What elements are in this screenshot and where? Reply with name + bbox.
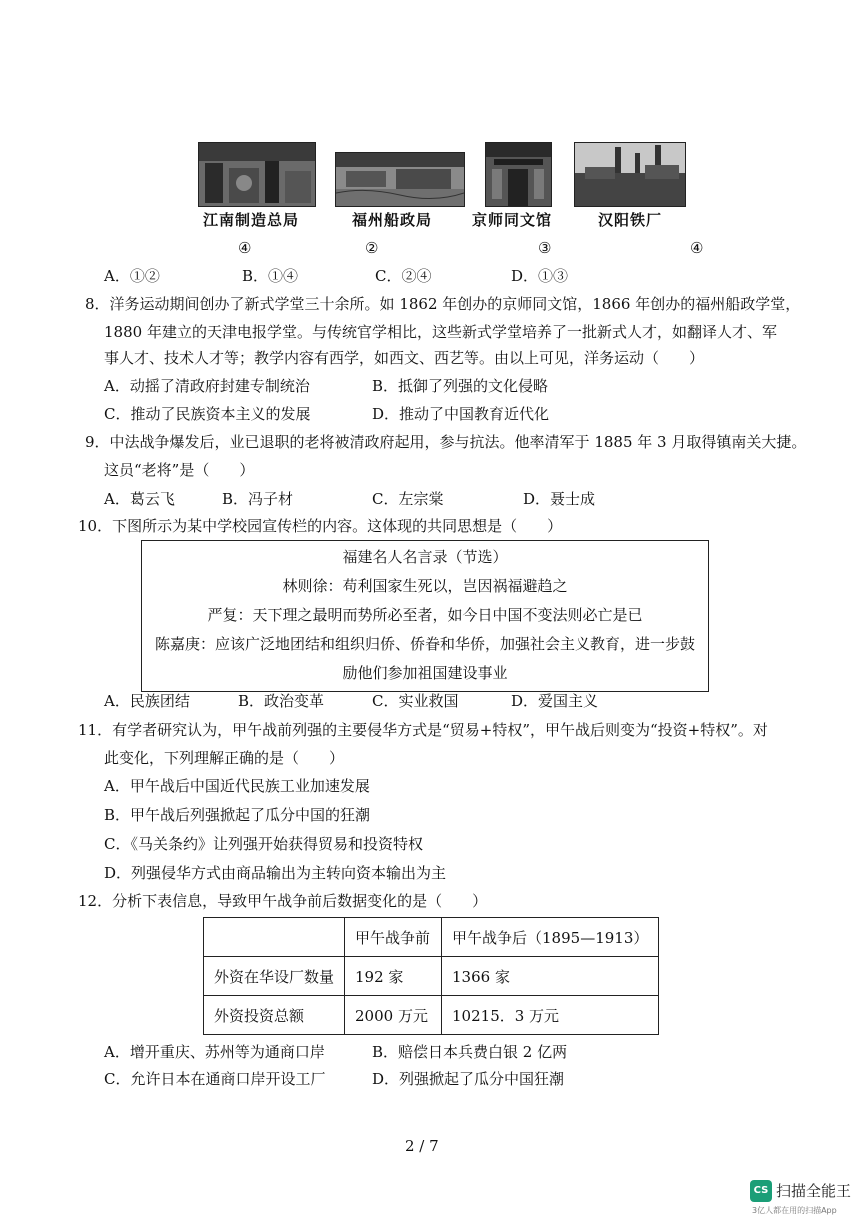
q11-stem-line-1: 11．有学者研究认为，甲午战前列强的主要侵华方式是“贸易+特权”，甲午战后则变为“投资+特权”。对 <box>78 721 768 739</box>
table-cell: 外资投资总额 <box>204 996 345 1035</box>
q10-option-d: D．爱国主义 <box>511 692 599 710</box>
q12-data-table <box>203 917 659 1035</box>
camscanner-tagline: 3亿人都在用的扫描App <box>752 1206 837 1215</box>
camscanner-name: 扫描全能王 <box>776 1182 852 1200</box>
photo-fuzhou-shipyard <box>335 152 465 207</box>
camscanner-logo-icon: CS <box>750 1180 772 1202</box>
caption-jiangnan: 江南制造总局 <box>203 211 300 229</box>
q9-stem-line-1: 9．中法战争爆发后，业已退职的老将被清政府起用，参与抗法。他率清军于 1885 年 3 月取得镇南关大捷。 <box>85 433 807 451</box>
page-number: 2 / 7 <box>405 1137 439 1155</box>
q7-option-b: B．①④ <box>242 267 299 285</box>
q8-option-c: C．推动了民族资本主义的发展 <box>104 405 311 423</box>
marker-4: ④ <box>690 239 704 257</box>
table-header-cell: 甲午战争前 <box>345 918 442 957</box>
q8-option-b: B．抵御了列强的文化侵略 <box>372 377 549 395</box>
q11-option-d: D．列强侵华方式由商品输出为主转向资本输出为主 <box>104 864 447 882</box>
table-cell: 10215．3 万元 <box>442 996 659 1035</box>
q12-option-a: A．增开重庆、苏州等为通商口岸 <box>104 1043 325 1061</box>
q8-stem-line-1: 8．洋务运动期间创办了新式学堂三十余所。如 1862 年创办的京师同文馆，1866 年创办的福州船政学堂， <box>85 295 801 313</box>
quote-chen-jiageng-1: 陈嘉庚：应该广泛地团结和组织归侨、侨眷和华侨，加强社会主义教育，进一步鼓 <box>154 635 695 653</box>
q9-option-b: B．冯子材 <box>222 490 294 508</box>
q9-option-a: A．葛云飞 <box>104 490 175 508</box>
table-cell: 1366 家 <box>442 957 659 996</box>
table-cell: 192 家 <box>345 957 442 996</box>
q11-option-b: B．甲午战后列强掀起了瓜分中国的狂潮 <box>104 806 371 824</box>
q12-option-c: C．允许日本在通商口岸开设工厂 <box>104 1070 326 1088</box>
photo-hanyang-ironworks <box>574 142 686 207</box>
table-cell: 2000 万元 <box>345 996 442 1035</box>
q7-option-d: D．①③ <box>511 267 569 285</box>
q8-stem-line-2: 1880 年建立的天津电报学堂。与传统官学相比，这些新式学堂培养了一批新式人才，如翻译人才、军 <box>104 323 777 341</box>
quote-lin-zexu: 林则徐：苟利国家生死以，岂因祸福避趋之 <box>282 577 568 595</box>
quotes-board-title: 福建名人名言录（节选） <box>342 548 508 566</box>
q8-option-a: A．动摇了清政府封建专制统治 <box>104 377 310 395</box>
caption-hanyang: 汉阳铁厂 <box>598 211 663 229</box>
q11-stem-line-2: 此变化，下列理解正确的是（ ） <box>104 749 345 767</box>
caption-fuzhou: 福州船政局 <box>352 211 433 229</box>
marker-1: ④ <box>238 239 252 257</box>
quote-chen-jiageng-2: 励他们参加祖国建设事业 <box>342 664 508 682</box>
q10-option-a: A．民族团结 <box>104 692 190 710</box>
q12-option-d: D．列强掀起了瓜分中国狂潮 <box>372 1070 565 1088</box>
q10-option-b: B．政治变革 <box>238 692 325 710</box>
q10-option-c: C．实业救国 <box>372 692 459 710</box>
photo-hanyang-ironworks-image <box>575 143 685 206</box>
photo-jiangnan-arsenal <box>198 142 316 207</box>
table-row <box>204 957 659 996</box>
photo-tongwen-guan <box>485 142 552 207</box>
table-header-row <box>204 918 659 957</box>
caption-tongwen: 京师同文馆 <box>472 211 553 229</box>
q11-option-c: C．《马关条约》让列强开始获得贸易和投资特权 <box>104 835 423 853</box>
photo-tongwen-guan-image <box>486 143 551 206</box>
photo-jiangnan-arsenal-image <box>199 143 315 206</box>
q9-stem-line-2: 这员“老将”是（ ） <box>104 461 255 479</box>
table-header-cell: 甲午战争后（1895—1913） <box>442 918 659 957</box>
table-cell: 外资在华设厂数量 <box>204 957 345 996</box>
q11-option-a: A．甲午战后中国近代民族工业加速发展 <box>104 777 370 795</box>
photo-fuzhou-shipyard-image <box>336 153 464 206</box>
quotes-board <box>141 540 709 692</box>
q7-option-c: C．②④ <box>375 267 432 285</box>
q7-option-a: A．①② <box>104 267 160 285</box>
q8-option-d: D．推动了中国教育近代化 <box>372 405 550 423</box>
quote-yan-fu: 严复：天下理之最明而势所必至者，如今日中国不变法则必亡是已 <box>207 606 643 624</box>
marker-2: ② <box>365 239 379 257</box>
q12-stem: 12．分析下表信息，导致甲午战争前后数据变化的是（ ） <box>78 892 488 910</box>
q9-option-d: D．聂士成 <box>523 490 596 508</box>
table-header-cell <box>204 918 345 957</box>
q10-stem: 10．下图所示为某中学校园宣传栏的内容。这体现的共同思想是（ ） <box>78 517 563 535</box>
q12-option-b: B．赔偿日本兵费白银 2 亿两 <box>372 1043 568 1061</box>
table-row <box>204 996 659 1035</box>
q9-option-c: C．左宗棠 <box>372 490 444 508</box>
marker-3: ③ <box>538 239 552 257</box>
q8-stem-line-3: 事人才、技术人才等；教学内容有西学，如西文、西艺等。由以上可见，洋务运动（ ） <box>104 349 705 367</box>
